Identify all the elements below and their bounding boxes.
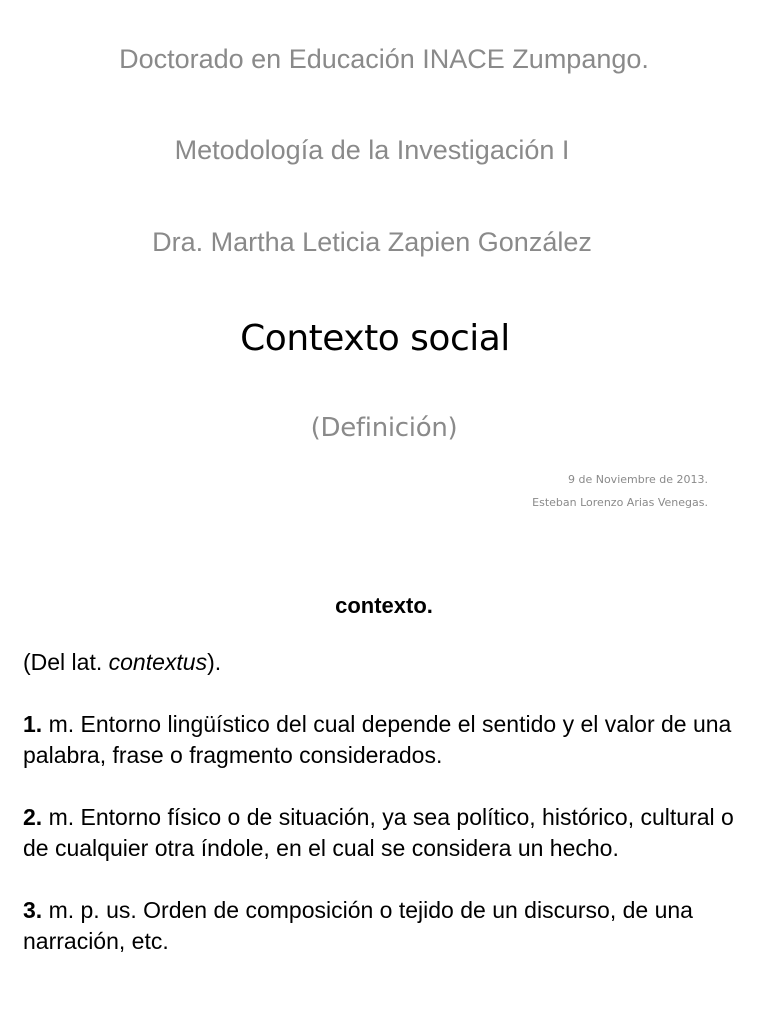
- presentation-author: Esteban Lorenzo Arias Venegas.: [532, 496, 708, 509]
- sense-text: m. Entorno lingüístico del cual depende el sentido y el valor de una palabra, frase o fragmento considerados.: [23, 711, 732, 768]
- definition-headword: contexto.: [335, 593, 433, 618]
- etymology: [23, 647, 745, 678]
- professor-name: Dra. Martha Leticia Zapien González: [152, 227, 592, 257]
- sense-2: [23, 802, 745, 864]
- sense-1: [23, 709, 745, 771]
- sense-number: 2.: [23, 804, 43, 830]
- sense-text: m. p. us. Orden de composición o tejido de un discurso, de una narración, etc.: [23, 897, 693, 954]
- sense-text: m. Entorno físico o de situación, ya sea político, histórico, cultural o de cualquier otra índole, en el cual se considera un hecho.: [23, 804, 734, 861]
- program-name: Doctorado en Educación INACE Zumpango.: [119, 44, 649, 74]
- slide-title: Contexto social: [240, 318, 510, 359]
- etymology-word: contextus: [108, 649, 208, 675]
- course-name: Metodología de la Investigación I: [174, 135, 570, 165]
- etymology-prefix: (Del lat.: [23, 649, 109, 675]
- slide-subtitle: (Definición): [310, 413, 458, 443]
- sense-number: 1.: [23, 711, 43, 737]
- sense-number: 3.: [23, 897, 43, 923]
- sense-3: [23, 895, 745, 957]
- etymology-suffix: ).: [207, 649, 222, 675]
- definition-section: [23, 590, 745, 988]
- presentation-date: 9 de Noviembre de 2013.: [567, 473, 708, 486]
